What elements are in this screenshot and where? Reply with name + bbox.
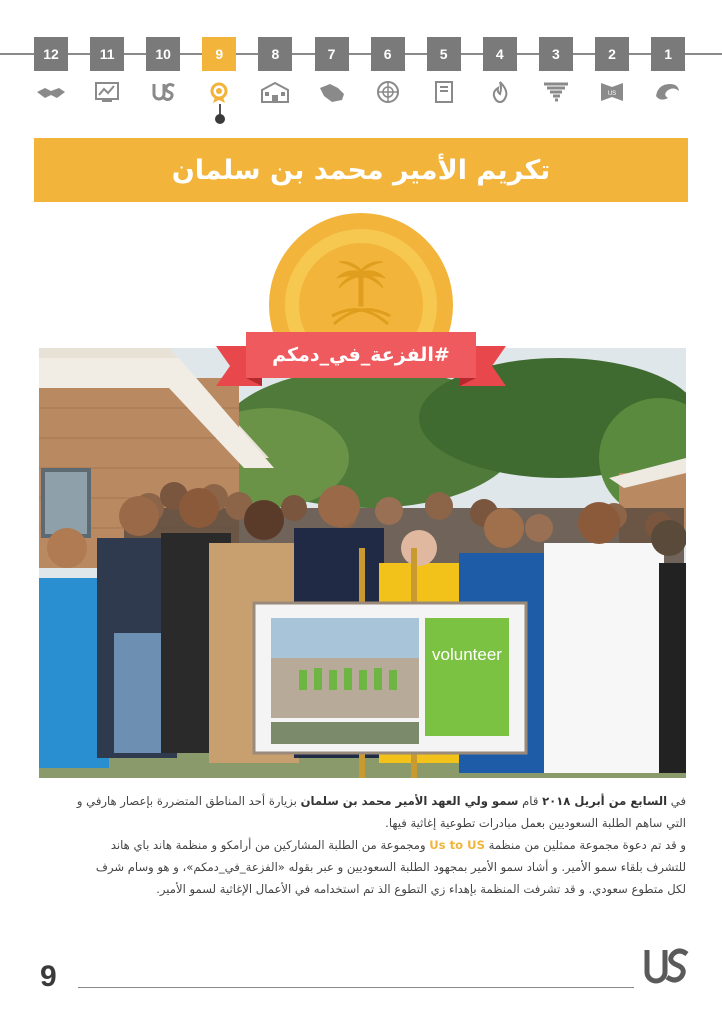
handshake-icon[interactable] [34,80,68,104]
paragraph-1: في السابع من أبريل ٢٠١٨ قام سمو ولي العهد الأمير محمد بن سلمان بزيارة أحد المناطق المتضررة بإعصار هارفي و التي ساهم الطلبة السعوديين بعمل مبادرات تطوعية إغاثية فيها. [76,794,686,830]
paragraph-2: و قد تم دعوة مجموعة ممثلين من منظمة Us to US ومجموعة من الطلبة المشاركين من أرامكو و منظمة هاند باي هاند للتشرف بلقاء سمو الأمير. و أشاد سمو الأمير بمجهود الطلبة السعوديين و عبر بقوله «الفزعة_في_دمكم»، و هو وسام شرف لكل متطوع سعودي. و قد تشرفت المنظمة بإهداء زي التطوع الذ تم استخدامه في الأعمال الإغاثية لسمو الأمير. [95,838,686,896]
wave-icon[interactable] [651,80,685,104]
chapter-tab-10[interactable]: 10 [146,37,180,71]
volunteer-frame-text: volunteer [432,645,502,664]
chapter-tab-5[interactable]: 5 [427,37,461,71]
chapter-tab-7[interactable]: 7 [315,37,349,71]
chapter-tab-1[interactable]: 1 [651,37,685,71]
chapter-tab-6[interactable]: 6 [371,37,405,71]
org-name: Us to US [429,838,485,852]
un-emblem-icon[interactable] [371,80,405,104]
flame-icon[interactable] [483,80,517,104]
us-logo-icon [643,946,691,990]
medal-icon[interactable] [202,80,236,104]
chapter-tab-11[interactable]: 11 [90,37,124,71]
school-building-icon[interactable] [258,80,292,104]
chapter-tab-2[interactable]: 2 [595,37,629,71]
hashtag-text: #الفزعة_في_دمكم [272,344,450,366]
footer-line [78,987,634,988]
chapter-tab-12[interactable]: 12 [34,37,68,71]
svg-text:US: US [607,91,617,97]
title-banner [34,138,688,202]
date-highlight: السابع من أبريل ٢٠١٨ [542,794,668,808]
saudi-map-icon[interactable] [315,80,349,104]
us-badge-icon[interactable] [595,80,629,104]
chapter-tab-4[interactable]: 4 [483,37,517,71]
chapter-nav [34,37,688,97]
article-body [74,790,686,900]
group-photo [39,348,686,778]
chapter-tab-9[interactable]: 9 [202,37,236,71]
notebook-icon[interactable] [427,80,461,104]
chapter-tab-8[interactable]: 8 [258,37,292,71]
chapter-tab-3[interactable]: 3 [539,37,573,71]
hashtag-ribbon [216,330,506,390]
active-pin-dot [215,114,225,124]
prince-name: سمو ولي العهد الأمير محمد بن سلمان [300,794,519,808]
page-title: تكريم الأمير محمد بن سلمان [171,154,551,186]
us-logo-icon[interactable] [146,80,180,104]
tornado-icon[interactable] [539,80,573,104]
training-board-icon[interactable] [90,80,124,104]
page-number: 9 [40,960,57,993]
